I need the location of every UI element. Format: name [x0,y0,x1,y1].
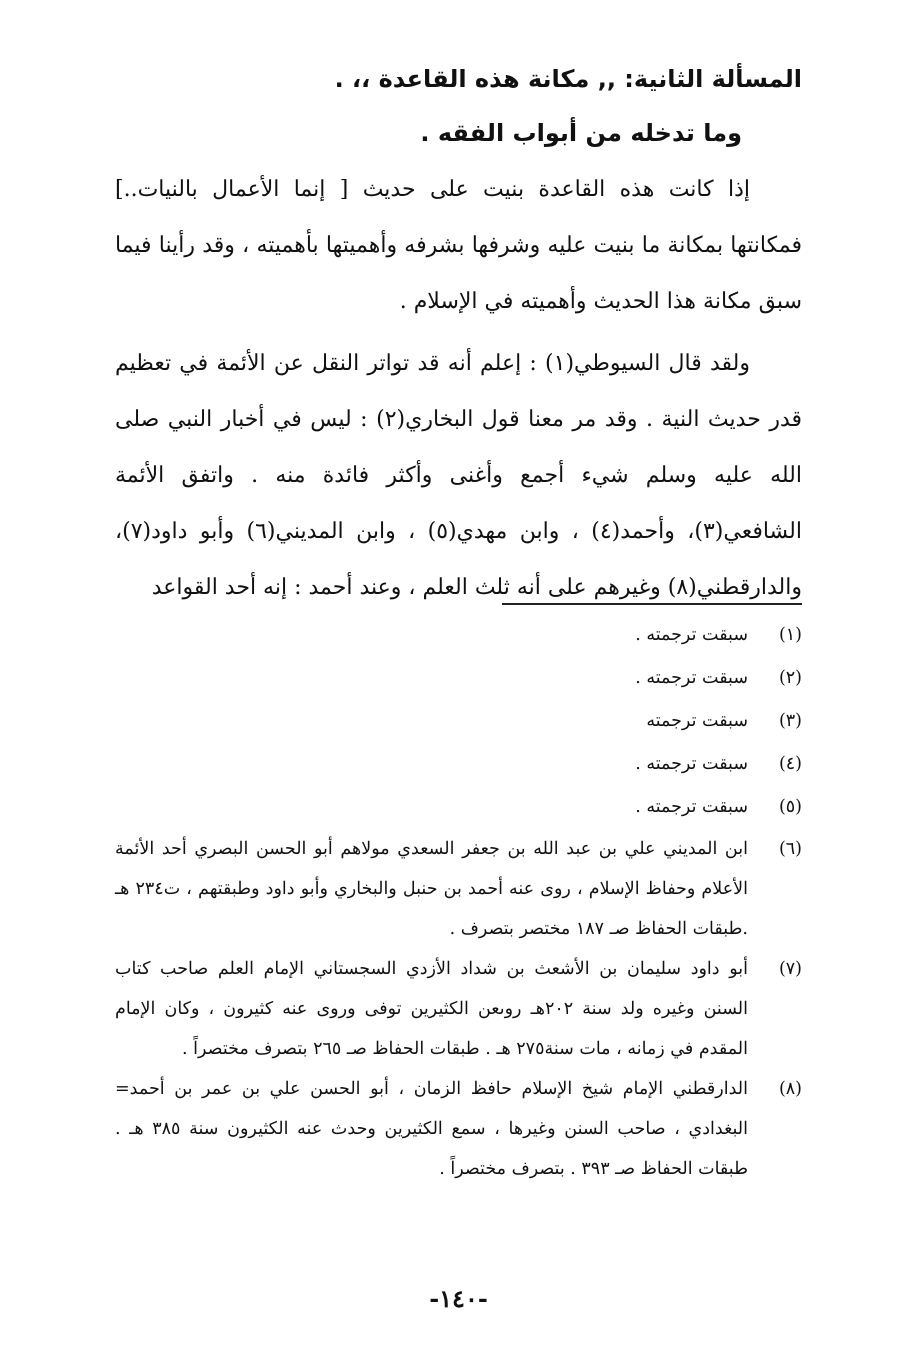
footnote-7 [115,949,802,1069]
footnotes [115,614,802,1189]
footnote-text: أبو داود سليمان بن الأشعث بن شداد الأزدي السجستاني الإمام العلم صاحب كتاب السنن وغيره ولد سنة ٢٠٢هـ روىعن الكثيرين توفى وروى عنه كثيرون ، وكان الإمام المقدم في زمانه ، مات سنة٢٧٥ هـ . طبقات الحفاظ صـ ٢٦٥ بتصرف مختصراً . [115,959,748,1059]
footnote-2 [115,657,802,700]
footnote-text: ابن المديني علي بن عبد الله بن جعفر السعدي مولاهم أبو الحسن البصري أحد الأئمة الأعلام وحفاظ الإسلام ، روى عنه أحمد بن حنبل والبخاري وأبو داود وطبقتهم ، ت٢٣٤ هـ .طبقات الحفاظ صـ ١٨٧ مختصر بتصرف . [115,839,748,939]
footnote-text: سبقت ترجمته . [635,625,748,645]
footnote-1 [115,614,802,657]
footnote-number: (٥) [778,797,802,817]
section-heading-line-1: المسألة الثانية: ,, مكانة هذه القاعدة ،، . [334,65,802,93]
footnote-number: (٤) [778,754,802,774]
page-number: -١٤٠- [429,1284,488,1313]
footnote-text: الدارقطني الإمام شيخ الإسلام حافظ الزمان ، أبو الحسن علي بن عمر بن أحمد= البغدادي ، صاحب السنن وغيرها ، سمع الكثيرين وحدث عنه الكثيرون سنة ٣٨٥ هـ . طبقات الحفاظ صـ ٣٩٣ . بتصرف مختصراً . [115,1079,748,1179]
footnote-6 [115,829,802,949]
footnote-number: (١) [778,625,802,645]
main-text [115,52,802,616]
section-heading-line-2: وما تدخله من أبواب الفقه . [420,119,742,147]
body-paragraph-1: إذا كانت هذه القاعدة بنيت على حديث [ إنما الأعمال بالنيات..] فمكانتها بمكانة ما بنيت عليه وشرفها بشرفه وأهميتها بأهميته ، وقد رأينا فيما سبق مكانة هذا الحديث وأهميته في الإسلام . [115,177,802,314]
footnote-4 [115,743,802,786]
footnote-text: سبقت ترجمته . [635,754,748,774]
footnote-number: (٨) [778,1079,802,1099]
footnote-8 [115,1069,802,1189]
footnote-text: سبقت ترجمته [646,711,748,731]
footnote-number: (٧) [778,959,802,979]
footnote-number: (٣) [778,711,802,731]
footnote-text: سبقت ترجمته . [635,668,748,688]
body-paragraph-2: ولقد قال السيوطي(١) : إعلم أنه قد تواتر النقل عن الأئمة في تعظيم قدر حديث النية . وقد مر معنا قول البخاري(٢) : ليس في أخبار النبي صلى الله عليه وسلم شيء أجمع وأغنى وأكثر فائدة منه . واتفق الأئمة الشافعي(٣)، وأحمد(٤) ، وابن مهدي(٥) ، وابن المديني(٦) وأبو داود(٧)، والدارقطني(٨) وغيرهم على أنه ثلث العلم ، وعند أحمد : إنه أحد القواعد [115,351,803,600]
footnote-separator [502,603,802,605]
footnote-number: (٢) [778,668,802,688]
footnote-5 [115,786,802,829]
footnote-text: سبقت ترجمته . [635,797,748,817]
footnote-3 [115,700,802,743]
footnote-number: (٦) [778,839,802,859]
